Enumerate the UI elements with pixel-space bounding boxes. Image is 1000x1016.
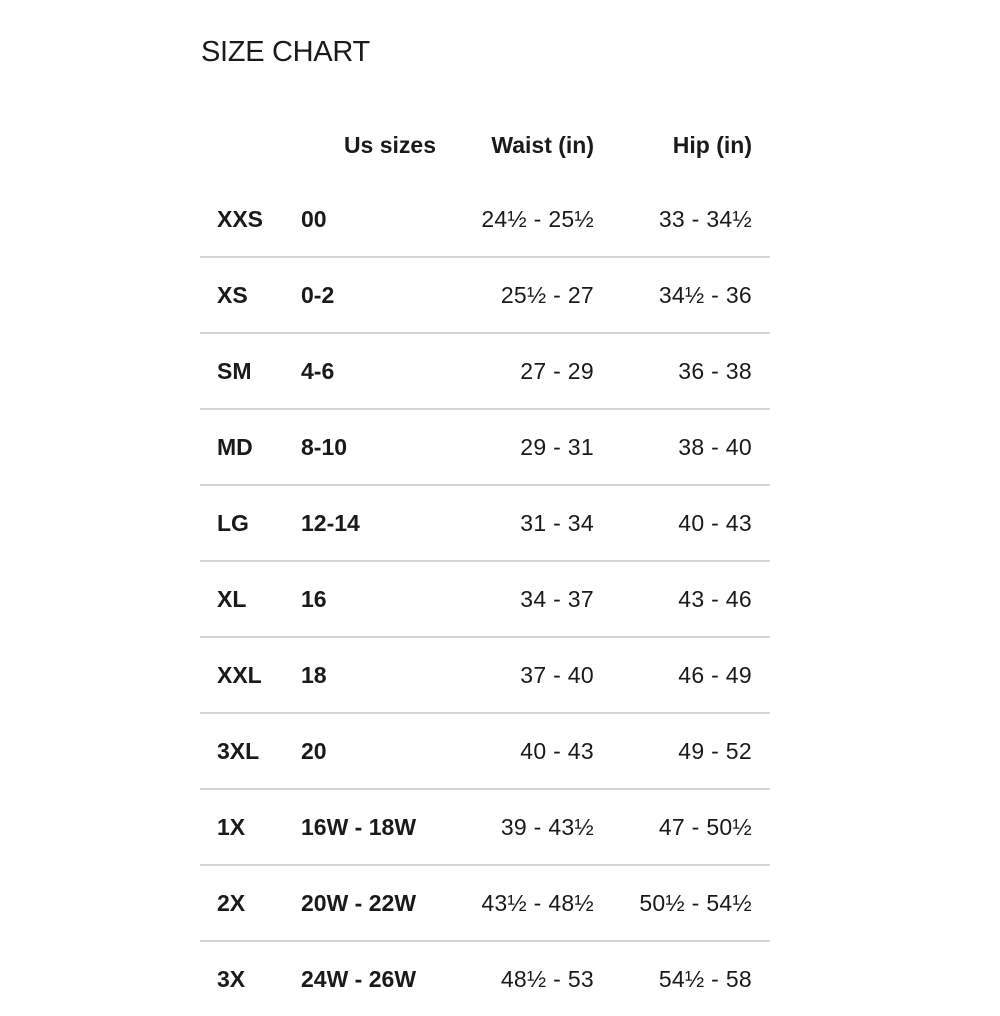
table-row xyxy=(200,562,770,638)
waist-range: 40 - 43 xyxy=(520,738,594,764)
table-row xyxy=(200,410,770,486)
us-size: 12-14 xyxy=(301,510,360,536)
us-size: 0-2 xyxy=(301,282,335,308)
size-label: 2X xyxy=(217,890,246,916)
us-size: 20W - 22W xyxy=(301,890,417,916)
waist-range: 43½ - 48½ xyxy=(481,890,594,916)
size-label: 3XL xyxy=(217,738,260,764)
header-hip: Hip (in) xyxy=(672,132,752,158)
waist-range: 29 - 31 xyxy=(520,434,594,460)
hip-range: 46 - 49 xyxy=(678,662,752,688)
size-label: XXS xyxy=(217,206,264,232)
size-label: MD xyxy=(217,434,253,460)
table-row xyxy=(200,486,770,562)
us-size: 18 xyxy=(301,662,327,688)
table-row xyxy=(200,866,770,942)
us-size: 24W - 26W xyxy=(301,966,417,992)
hip-range: 47 - 50½ xyxy=(658,814,752,840)
waist-range: 39 - 43½ xyxy=(500,814,594,840)
us-size: 20 xyxy=(301,738,327,764)
hip-range: 49 - 52 xyxy=(678,738,752,764)
header-us-sizes: Us sizes xyxy=(343,132,436,158)
hip-range: 50½ - 54½ xyxy=(639,890,752,916)
waist-range: 25½ - 27 xyxy=(500,282,594,308)
hip-range: 40 - 43 xyxy=(678,510,752,536)
page-title: SIZE CHART xyxy=(201,36,370,68)
waist-range: 31 - 34 xyxy=(520,510,594,536)
hip-range: 33 - 34½ xyxy=(658,206,752,232)
table-header xyxy=(200,126,770,170)
table-row xyxy=(200,334,770,410)
table-row xyxy=(200,638,770,714)
size-label: 3X xyxy=(217,966,246,992)
size-label: XXL xyxy=(217,662,262,688)
hip-range: 36 - 38 xyxy=(678,358,752,384)
waist-range: 37 - 40 xyxy=(520,662,594,688)
us-size: 16 xyxy=(301,586,327,612)
us-size: 16W - 18W xyxy=(301,814,417,840)
us-size: 8-10 xyxy=(301,434,348,460)
hip-range: 43 - 46 xyxy=(678,586,752,612)
waist-range: 24½ - 25½ xyxy=(481,206,594,232)
waist-range: 48½ - 53 xyxy=(500,966,594,992)
us-size: 00 xyxy=(301,206,327,232)
table-row xyxy=(200,790,770,866)
size-table-body xyxy=(200,182,770,1016)
us-size: 4-6 xyxy=(301,358,335,384)
size-label: XS xyxy=(217,282,248,308)
hip-range: 38 - 40 xyxy=(678,434,752,460)
hip-range: 34½ - 36 xyxy=(658,282,752,308)
size-label: 1X xyxy=(217,814,246,840)
table-row xyxy=(200,714,770,790)
size-label: LG xyxy=(217,510,249,536)
waist-range: 34 - 37 xyxy=(520,586,594,612)
size-label: SM xyxy=(217,358,252,384)
waist-range: 27 - 29 xyxy=(520,358,594,384)
table-row xyxy=(200,258,770,334)
table-row xyxy=(200,942,770,1016)
header-waist: Waist (in) xyxy=(491,132,594,158)
table-row xyxy=(200,182,770,258)
size-label: XL xyxy=(217,586,247,612)
hip-range: 54½ - 58 xyxy=(658,966,752,992)
